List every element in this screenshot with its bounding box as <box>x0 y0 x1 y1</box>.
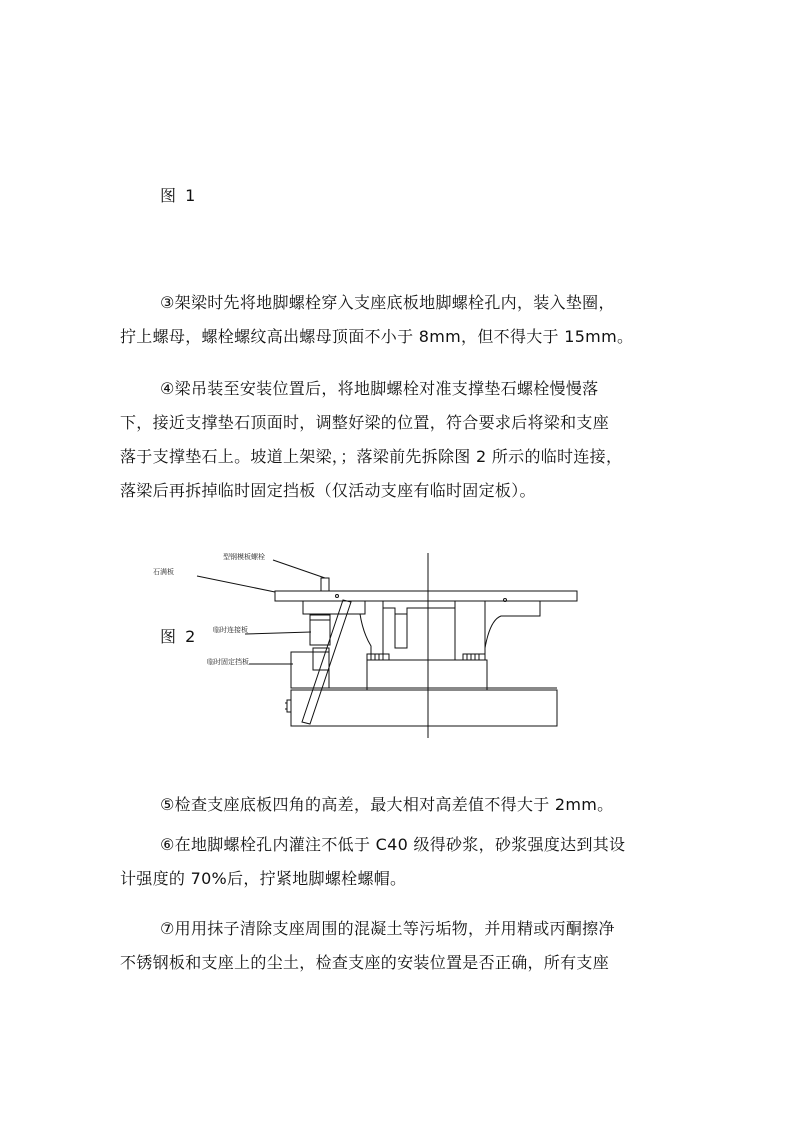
callout-fixed-plate: 临时固定挡板 <box>207 658 249 666</box>
roller-left <box>367 654 389 660</box>
paragraph-line: ⑥在地脚螺栓孔内灌注不低于 C40 级得砂浆，砂浆强度达到其设 <box>160 835 626 854</box>
paragraph-line: 落于支撑垫石上。坡道上架梁，；落梁前先拆除图 2 所示的临时连接， <box>120 447 623 466</box>
upper-seat <box>303 601 365 614</box>
paragraph-line: 不锈钢板和支座上的尘土，检查支座的安装位置是否正确，所有支座 <box>120 953 610 972</box>
paragraph-step-4 <box>120 372 680 508</box>
callout-connect-plate: 临时连接板 <box>213 626 248 634</box>
paragraph-line: ③架梁时先将地脚螺栓穿入支座底板地脚螺栓孔内，装入垫圈， <box>160 293 615 312</box>
top-plate <box>275 591 577 601</box>
paragraph-step-7 <box>120 912 680 980</box>
callout-top-plate: 石满板 <box>153 568 174 576</box>
diagonal-brace <box>302 600 351 724</box>
lower-seat <box>367 660 487 690</box>
right-flange <box>485 601 540 658</box>
paragraph-line: ⑤检查支座底板四角的高差，最大相对高差值不得大于 2mm。 <box>160 795 614 814</box>
paragraph-step-5 <box>120 788 680 822</box>
paragraph-line: 拧上螺母，螺栓螺纹高出螺母顶面不小于 8mm，但不得大于 15mm。 <box>120 327 634 346</box>
paragraph-line: 落梁后再拆掉临时固定挡板（仅活动支座有临时固定板）。 <box>120 481 536 500</box>
top-bolt <box>321 578 329 591</box>
paragraph-line: 计强度的 70%后，拧紧地脚螺栓螺帽。 <box>120 869 407 888</box>
figure-1-label: 图 1 <box>160 186 198 205</box>
paragraph-line: ④梁吊装至安装位置后，将地脚螺栓对准支撑垫石螺栓慢慢落 <box>160 379 599 398</box>
figure-2-drawing <box>145 548 585 743</box>
paragraph-step-6 <box>120 828 680 896</box>
paragraph-step-3 <box>120 286 680 354</box>
base-block <box>291 690 557 726</box>
roller-right <box>463 654 485 660</box>
callout-top-bolt: 型钢模板螺栓 <box>223 553 265 561</box>
paragraph-line: 下，接近支撑垫石顶面时，调整好梁的位置，符合要求后将梁和支座 <box>120 413 610 432</box>
figure-2-label: 图 2 <box>160 627 198 646</box>
paragraph-line: ⑦用用抹子清除支座周围的混凝土等污垢物，并用精或丙酮擦净 <box>160 919 615 938</box>
